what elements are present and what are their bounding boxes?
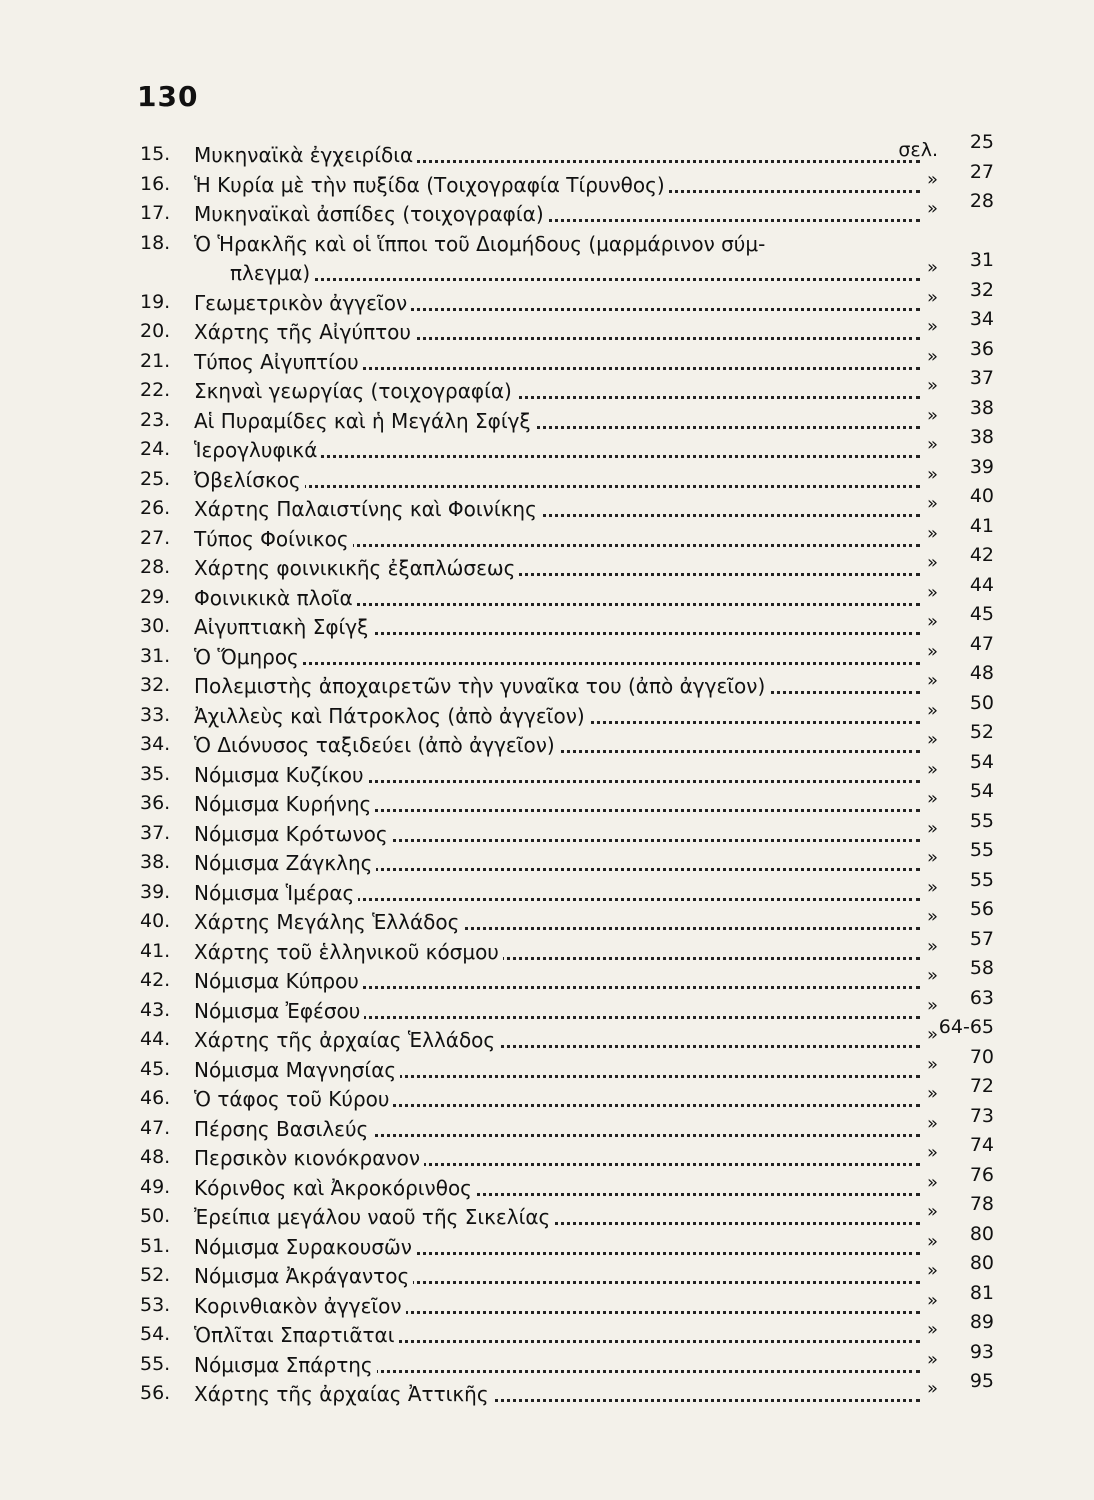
entry-title: Νόμισμα Κυζίκου [194, 763, 368, 787]
page-reference: 37 [969, 367, 994, 389]
toc-entry [140, 1222, 1030, 1259]
page-reference: 74 [969, 1134, 994, 1156]
page-reference: 80 [969, 1222, 994, 1245]
entry-number: 15. [140, 143, 171, 165]
page-label: σελ. [898, 139, 938, 161]
entry-title: Κορινθιακὸν ἀγγεῖον [194, 1294, 406, 1318]
entry-title: Ὀβελίσκος [194, 468, 305, 492]
ditto-mark: » [926, 1053, 938, 1075]
entry-number: 52. [140, 1264, 171, 1286]
toc-entry [140, 160, 1030, 197]
entry-number: 45. [140, 1057, 171, 1080]
ditto-mark: » [926, 1260, 938, 1281]
ditto-mark: » [926, 552, 938, 573]
toc-entry [140, 662, 1030, 698]
entry-title-line [194, 940, 920, 964]
entry-number: 44. [140, 1028, 171, 1050]
entry-title: Κόρινθος καὶ Ἀκροκόρινθος [194, 1176, 476, 1200]
entry-number: 49. [140, 1175, 171, 1198]
entry-title-line [194, 851, 920, 875]
entry-number: 25. [140, 467, 171, 490]
entry-title-line [194, 1117, 920, 1141]
page-reference: 81 [969, 1281, 994, 1304]
entry-title: Χάρτης φοινικικῆς ἐξαπλώσεως [194, 556, 519, 580]
entry-title: Αἰγυπτιακὴ Σφίγξ [194, 615, 372, 639]
toc-entry [140, 691, 1030, 728]
page-reference: 57 [969, 927, 994, 950]
toc-entry [140, 1370, 1030, 1406]
ditto-mark: » [926, 493, 938, 514]
toc-entry [140, 750, 1030, 787]
entry-number: 42. [140, 969, 171, 991]
ditto-mark: » [926, 847, 938, 868]
entry-title-line [194, 527, 920, 551]
page-reference: 95 [969, 1370, 994, 1392]
entry-number: 37. [140, 821, 171, 844]
page-reference: 47 [969, 632, 994, 655]
ditto-mark: » [926, 257, 938, 278]
page-reference: 93 [969, 1340, 994, 1363]
ditto-mark: » [926, 758, 938, 780]
entry-title-line [194, 350, 920, 374]
entry-title-line [194, 763, 920, 787]
entry-title-line [194, 1382, 920, 1406]
entry-title-line [194, 733, 920, 757]
entry-number: 31. [140, 644, 171, 667]
entry-title-line [194, 1353, 920, 1377]
entry-title: Τύπος Αἰγυπτίου [194, 350, 363, 374]
ditto-mark: » [926, 611, 938, 632]
entry-number: 30. [140, 615, 171, 637]
entry-title-line [194, 1235, 920, 1259]
ditto-mark: » [926, 316, 938, 337]
entry-number: 53. [140, 1293, 171, 1316]
page-reference: 41 [969, 514, 994, 537]
page-reference: 70 [969, 1045, 994, 1068]
entry-title-line [194, 202, 920, 226]
toc-entry [140, 1075, 1030, 1111]
ditto-mark: » [926, 1230, 938, 1252]
entry-number: 56. [140, 1382, 171, 1404]
toc-entry [140, 485, 1030, 521]
entry-title-line [194, 1146, 920, 1170]
page-reference: 64-65 [938, 1016, 994, 1038]
ditto-mark: » [926, 1348, 938, 1370]
entry-title-line [194, 586, 920, 610]
entry-title: Ἱερογλυφικά [194, 438, 321, 462]
entry-number: 43. [140, 998, 171, 1021]
ditto-mark: » [926, 965, 938, 986]
page-reference: 63 [969, 986, 994, 1009]
entry-title-line [230, 261, 920, 285]
toc-entry [140, 1134, 1030, 1170]
toc-entry [140, 573, 1030, 610]
entry-number: 22. [140, 379, 171, 401]
entry-number: 24. [140, 438, 171, 460]
page-reference: 44 [969, 573, 994, 596]
page-reference: 38 [969, 426, 994, 448]
entry-title-line [194, 1294, 920, 1318]
entry-title: Ἐρείπια μεγάλου ναοῦ τῆς Σικελίας [194, 1205, 554, 1229]
entry-title: Μυκηναϊκαὶ ἀσπίδες (τοιχογραφία) [194, 202, 548, 226]
entry-title-line [194, 1028, 920, 1052]
ditto-mark: » [926, 463, 938, 485]
entry-title: Ὁ Ὅμηρος [194, 645, 303, 669]
entry-title: Φοινικικὰ πλοῖα [194, 586, 357, 610]
entry-title-line [194, 1176, 920, 1200]
ditto-mark: » [926, 1171, 938, 1193]
page-number: 130 [137, 80, 199, 113]
entry-number: 40. [140, 910, 171, 932]
entry-number: 51. [140, 1234, 171, 1257]
entry-title-line [194, 792, 920, 816]
ditto-mark: » [926, 729, 938, 750]
toc-entry [140, 721, 1030, 757]
entry-title-line [194, 497, 920, 521]
ditto-mark: » [926, 1201, 938, 1222]
page-reference: 78 [969, 1193, 994, 1215]
page-reference: 40 [969, 485, 994, 507]
ditto-mark: » [926, 1289, 938, 1311]
entry-title-line [194, 409, 920, 433]
entry-title-line [194, 881, 920, 905]
ditto-mark: » [926, 906, 938, 927]
entry-number: 41. [140, 939, 171, 962]
page-reference: 54 [969, 780, 994, 802]
entry-title-line [194, 1264, 920, 1288]
page-reference: 55 [969, 839, 994, 861]
ditto-mark: » [926, 1142, 938, 1163]
entry-title: Τύπος Φοίνικος [194, 527, 353, 551]
toc-entry [140, 868, 1030, 905]
page-reference: 56 [969, 898, 994, 920]
entry-title-line [194, 615, 920, 639]
page-reference: 55 [969, 868, 994, 891]
entry-title: Γεωμετρικὸν ἀγγεῖον [194, 291, 411, 315]
entry-title: Ἀχιλλεὺς καὶ Πάτροκλος (ἀπὸ ἀγγεῖον) [194, 704, 589, 728]
toc-entry [140, 544, 1030, 580]
toc-entry [140, 1104, 1030, 1141]
entry-title: Νόμισμα Σπάρτης [194, 1353, 377, 1377]
entry-title: Νόμισμα Ἀκράγαντος [194, 1264, 413, 1288]
ditto-mark: » [926, 434, 938, 455]
entry-number: 50. [140, 1205, 171, 1227]
page-reference: 54 [969, 750, 994, 773]
entry-title: Μυκηναϊκὰ ἐγχειρίδια [194, 143, 417, 167]
entry-number: 36. [140, 792, 171, 814]
ditto-mark: » [926, 699, 938, 721]
toc-entry [140, 1045, 1030, 1082]
entry-title-line [194, 232, 920, 256]
entry-title: Ὁ Ἡρακλῆς καὶ οἱ ἵπποι τοῦ Διομήδους (μαρμάρινον σύμ- [194, 232, 769, 256]
ditto-mark: » [926, 168, 938, 190]
ditto-mark: » [926, 1083, 938, 1104]
entry-title-line [194, 969, 920, 993]
toc-entry [140, 603, 1030, 639]
toc-entry [140, 337, 1030, 374]
page-reference: 72 [969, 1075, 994, 1097]
page-reference: 45 [969, 603, 994, 625]
entry-title: Χάρτης Παλαιστίνης καὶ Φοινίκης [194, 497, 541, 521]
entry-title-line [194, 1058, 920, 1082]
toc-entry [140, 1252, 1030, 1288]
ditto-mark: » [926, 286, 938, 308]
toc-entry [140, 809, 1030, 846]
entry-title: Νόμισμα Ἱμέρας [194, 881, 358, 905]
entry-title: Ὁ τάφος τοῦ Κύρου [194, 1087, 393, 1111]
entry-number: 38. [140, 851, 171, 873]
entry-number: 19. [140, 290, 171, 313]
toc-entry [140, 455, 1030, 492]
entry-number: 32. [140, 674, 171, 696]
entry-title-line [194, 674, 920, 698]
entry-title: Νόμισμα Κυρήνης [194, 792, 375, 816]
entry-number: 26. [140, 497, 171, 519]
toc-entry [140, 224, 1030, 254]
entry-title: Ἡ Κυρία μὲ τὴν πυξίδα (Τοιχογραφία Τίρυνθος) [194, 173, 669, 197]
toc-entry [140, 632, 1030, 669]
entry-title: Χάρτης Μεγάλης Ἑλλάδος [194, 910, 463, 934]
entry-title-line [194, 645, 920, 669]
entry-title: Νόμισμα Μαγνησίας [194, 1058, 400, 1082]
ditto-mark: » [926, 375, 938, 396]
page-reference: 42 [969, 544, 994, 566]
toc-entry [140, 1311, 1030, 1347]
toc-entry [140, 131, 1030, 167]
page-reference: 80 [969, 1252, 994, 1274]
page-reference: 36 [969, 337, 994, 360]
entry-number: 55. [140, 1352, 171, 1375]
page-reference: 50 [969, 691, 994, 714]
entry-title: πλεγμα) [230, 261, 314, 285]
entry-title-line [194, 704, 920, 728]
page-reference: 25 [969, 131, 994, 153]
entry-number: 46. [140, 1087, 171, 1109]
entry-title-line [194, 910, 920, 934]
toc-entry [140, 308, 1030, 344]
entry-title: Νόμισμα Συρακουσῶν [194, 1235, 416, 1259]
toc-entry [140, 1016, 1030, 1052]
page-reference: 34 [969, 308, 994, 330]
entry-title: Νόμισμα Ἐφέσου [194, 999, 364, 1023]
entry-title-line [194, 1205, 920, 1229]
entry-title: Νόμισμα Κύπρου [194, 969, 363, 993]
entry-number: 48. [140, 1146, 171, 1168]
entry-number: 29. [140, 585, 171, 608]
ditto-mark: » [926, 670, 938, 691]
page-reference: 48 [969, 662, 994, 684]
ditto-mark: » [926, 581, 938, 603]
toc-entry [140, 1281, 1030, 1318]
entry-title: Σκηναὶ γεωργίας (τοιχογραφία) [194, 379, 516, 403]
page-reference: 58 [969, 957, 994, 979]
toc-entry [140, 249, 1030, 285]
entry-title-line [194, 291, 920, 315]
entry-title: Χάρτης τῆς ἀρχαίας Ἀττικῆς [194, 1382, 493, 1406]
entry-title: Περσικὸν κιονόκρανον [194, 1146, 424, 1170]
entry-number: 33. [140, 703, 171, 726]
entry-number: 39. [140, 880, 171, 903]
page-reference: 32 [969, 278, 994, 301]
entry-title: Χάρτης τοῦ ἑλληνικοῦ κόσμου [194, 940, 503, 964]
toc-entry [140, 1163, 1030, 1200]
ditto-mark: » [926, 788, 938, 809]
entry-number: 16. [140, 172, 171, 195]
entry-number: 28. [140, 556, 171, 578]
entry-title: Νόμισμα Ζάγκλης [194, 851, 376, 875]
entry-title-line [194, 438, 920, 462]
entry-title-line [194, 468, 920, 492]
table-of-illustrations [140, 131, 1030, 1406]
ditto-mark: » [926, 817, 938, 839]
entry-number: 21. [140, 349, 171, 372]
page-reference: 89 [969, 1311, 994, 1333]
ditto-mark: » [926, 1112, 938, 1134]
entry-number: 17. [140, 202, 171, 224]
toc-entry [140, 367, 1030, 403]
entry-number: 27. [140, 526, 171, 549]
entry-title: Πέρσης Βασιλεύς [194, 1117, 372, 1141]
entry-number: 20. [140, 320, 171, 342]
entry-number: 54. [140, 1323, 171, 1345]
entry-title-line [194, 379, 920, 403]
page-reference: 27 [969, 160, 994, 183]
page-reference: 55 [969, 809, 994, 832]
entry-title: Χάρτης τῆς Αἰγύπτου [194, 320, 415, 344]
toc-entry [140, 957, 1030, 993]
entry-number: 18. [140, 231, 171, 254]
entry-title-line [194, 999, 920, 1023]
entry-title-line [194, 143, 920, 167]
ditto-mark: » [926, 522, 938, 544]
entry-number: 34. [140, 733, 171, 755]
toc-entry [140, 986, 1030, 1023]
entry-title: Ὁπλῖται Σπαρτιᾶται [194, 1323, 399, 1347]
page-reference: 39 [969, 455, 994, 478]
entry-number: 47. [140, 1116, 171, 1139]
ditto-mark: » [926, 345, 938, 367]
entry-number: 35. [140, 762, 171, 785]
ditto-mark: » [926, 994, 938, 1016]
ditto-mark: » [926, 935, 938, 957]
entry-title: Πολεμιστὴς ἀποχαιρετῶν τὴν γυναῖκα του (ἀπὸ ἀγγεῖον) [194, 674, 769, 698]
ditto-mark: » [926, 640, 938, 662]
toc-entry [140, 190, 1030, 226]
page-reference: 38 [969, 396, 994, 419]
toc-entry [140, 898, 1030, 934]
entry-title: Ὁ Διόνυσος ταξιδεύει (ἀπὸ ἀγγεῖον) [194, 733, 559, 757]
entry-title-line [194, 556, 920, 580]
toc-entry [140, 514, 1030, 551]
dot-leader [194, 662, 920, 665]
ditto-mark: » [926, 404, 938, 426]
ditto-mark: » [926, 876, 938, 898]
entry-title: Χάρτης τῆς ἀρχαίας Ἑλλάδος [194, 1028, 499, 1052]
page-reference: 28 [969, 190, 994, 212]
toc-entry [140, 780, 1030, 816]
ditto-mark: » [926, 1024, 938, 1045]
toc-entry [140, 1193, 1030, 1229]
entry-title-line [194, 320, 920, 344]
ditto-mark: » [926, 1319, 938, 1340]
toc-entry [140, 1340, 1030, 1377]
entry-title-line [194, 822, 920, 846]
entry-title: Αἱ Πυραμίδες καὶ ἡ Μεγάλη Σφίγξ [194, 409, 535, 433]
toc-entry [140, 278, 1030, 315]
entry-title-line [194, 1323, 920, 1347]
toc-entry [140, 927, 1030, 964]
entry-title-line [194, 1087, 920, 1111]
ditto-mark: » [926, 198, 938, 219]
page-reference: 76 [969, 1163, 994, 1186]
entry-number: 23. [140, 408, 171, 431]
toc-entry [140, 396, 1030, 433]
toc-entry [140, 839, 1030, 875]
ditto-mark: » [926, 1378, 938, 1399]
entry-title-line [194, 173, 920, 197]
toc-entry [140, 426, 1030, 462]
page-reference: 52 [969, 721, 994, 743]
dot-leader [230, 278, 920, 281]
page-reference: 31 [969, 249, 994, 271]
entry-title: Νόμισμα Κρότωνος [194, 822, 392, 846]
page-reference: 73 [969, 1104, 994, 1127]
